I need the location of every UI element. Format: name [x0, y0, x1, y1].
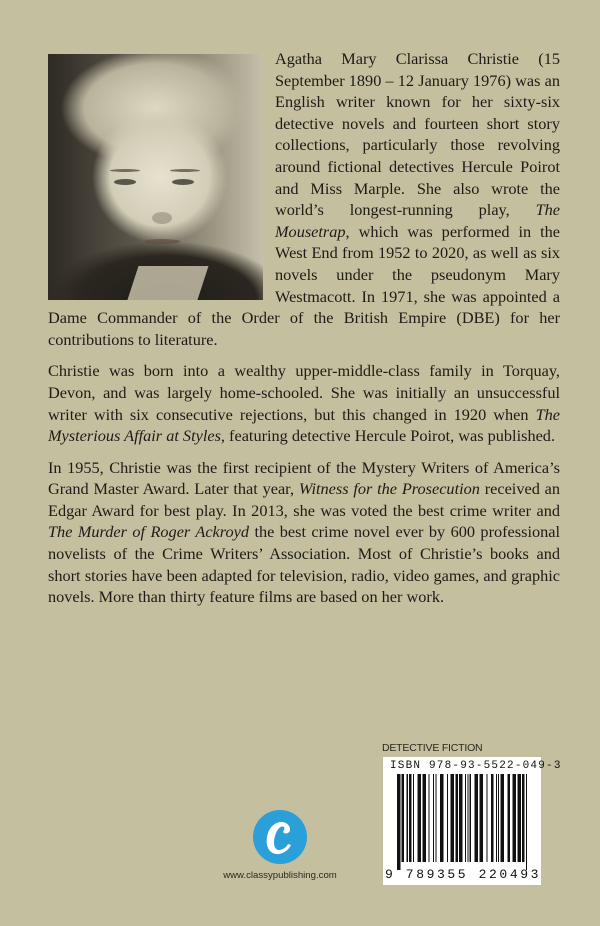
barcode-bar [407, 774, 409, 862]
bio-paragraph [48, 360, 560, 446]
barcode-bar [409, 774, 412, 862]
publisher-website[interactable]: www.classypublishing.com [223, 870, 337, 881]
author-bio [48, 48, 560, 618]
book-title: The Mousetrap [275, 200, 560, 241]
bio-text: , featuring detective Hercule Poirot, was published. [220, 426, 556, 446]
barcode-digits: 9 789355 220493 [385, 867, 542, 882]
barcode-bar [433, 774, 434, 862]
isbn-label: ISBN 978-93-5522-049-3 [390, 760, 562, 772]
barcode-bar [526, 774, 527, 870]
photo-wrap-spacer [48, 48, 275, 304]
book-title: Witness for the Prosecution [298, 479, 480, 499]
logo-circle [253, 810, 307, 864]
isbn-barcode [383, 757, 562, 885]
barcode-bar [518, 774, 522, 862]
barcode-bar [475, 774, 479, 862]
barcode-bars [397, 774, 527, 870]
barcode-bar [498, 774, 499, 862]
book-title: The Mysterious Affair at Styles [48, 404, 560, 446]
barcode-bar [397, 774, 401, 870]
bio-text: Christie was born into a wealthy upper-middle-class family in Torquay, Devon, and was largely home-schooled. She was initially an unsuccessful writer with six consecutive rejections, but this changed in 1920 when [48, 361, 560, 424]
bio-paragraph [48, 457, 560, 608]
barcode-bar [429, 774, 430, 862]
barcode-bar [465, 774, 466, 862]
book-title: The Murder of Roger Ackroyd [48, 522, 250, 542]
genre-label: DETECTIVE FICTION [382, 742, 483, 754]
bio-text: the best crime novel ever by 600 professional novelists of the Crime Writers’ Association. Most of Christie’s books and short stories have been adapted for television, radio, video games, and graphic novels. More than thirty feature films are based on her work. [48, 522, 561, 607]
bio-text: received an Edgar Award for best play. In 2013, she was voted the best crime writer and [48, 479, 560, 520]
barcode-bar [423, 774, 427, 862]
bio-text: Agatha Mary Clarissa Christie (15 September 1890 – 12 January 1976) was an English writer known for her sixty-six detective novels and fourteen short story collections, particularly those revolving around fictional detectives Hercule Poirot and Miss Marple. She also wrote the world’s longest-running play, [275, 49, 560, 220]
barcode-bar [522, 774, 525, 862]
barcode-bar [440, 774, 444, 862]
barcode-bar [470, 774, 472, 862]
barcode-bar [491, 774, 494, 862]
barcode-bar [436, 774, 437, 862]
barcode-bar [413, 774, 414, 862]
barcode-bar [487, 774, 488, 862]
barcode-bar [501, 774, 505, 862]
publisher-logo [252, 809, 308, 865]
barcode-bar [456, 774, 459, 862]
barcode-bar [496, 774, 497, 862]
barcode-bar [468, 774, 469, 862]
barcode-bar [447, 774, 448, 862]
barcode-bar [418, 774, 422, 862]
barcode-bar [459, 774, 463, 862]
barcode-bar [451, 774, 455, 862]
barcode-bar [480, 774, 484, 862]
barcode-bar [402, 774, 405, 862]
barcode-bar [513, 774, 517, 862]
bio-text: , which was performed in the West End from 1952 to 2020, as well as six novels under the pseudonym Mary Westmacott. In 1971, she was appointed a Dame Commander of the Order of the British Empire (DBE) for her contributions to literature. [48, 221, 560, 349]
bio-text: In 1955, Christie was the first recipient of the Mystery Writers of America’s Grand Master Award. Later that year, [48, 457, 560, 499]
barcode-bar [508, 774, 511, 862]
